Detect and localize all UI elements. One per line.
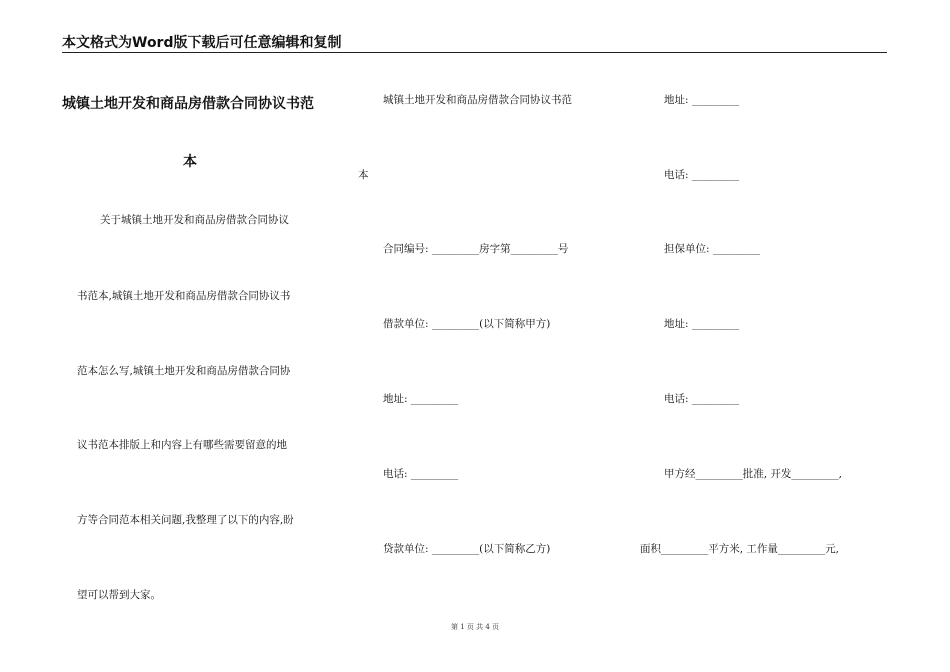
- banner-divider: [62, 52, 887, 53]
- borrower-phone-line: 电话: _________: [383, 468, 459, 480]
- doc-title-line-1: 城镇土地开发和商品房借款合同协议书范: [62, 96, 314, 112]
- contract-number-line: 合同编号: _________房字第_________号: [383, 243, 569, 255]
- middle-title-line: 城镇土地开发和商品房借款合同协议书范: [383, 94, 572, 106]
- doc-title-line-2: 本: [183, 154, 197, 170]
- borrower-address-line: 地址: _________: [383, 393, 459, 405]
- clause-approval-line: 甲方经_________批准, 开发_________,: [664, 468, 843, 480]
- intro-paragraph-line: 方等合同范本相关问题,我整理了以下的内容,盼: [77, 514, 294, 526]
- intro-paragraph-line: 书范本,城镇土地开发和商品房借款合同协议书: [77, 290, 291, 302]
- clause-area-line: 面积_________平方米, 工作量_________元,: [640, 543, 840, 555]
- intro-paragraph-line: 关于城镇土地开发和商品房借款合同协议: [100, 214, 289, 226]
- lender-phone-line: 电话: _________: [664, 169, 740, 181]
- guarantor-line: 担保单位: _________: [664, 243, 761, 255]
- lender-address-line: 地址: _________: [664, 94, 740, 106]
- middle-title-line: 本: [358, 169, 369, 181]
- guarantor-address-line: 地址: _________: [664, 318, 740, 330]
- lender-line: 贷款单位: _________(以下简称乙方): [383, 543, 551, 555]
- intro-paragraph-line: 望可以帮到大家。: [77, 589, 161, 601]
- intro-paragraph-line: 范本怎么写,城镇土地开发和商品房借款合同协: [77, 365, 291, 377]
- borrower-line: 借款单位: _________(以下简称甲方): [383, 318, 551, 330]
- document-banner: 本文格式为Word版下载后可任意编辑和复制: [62, 35, 342, 51]
- guarantor-phone-line: 电话: _________: [664, 393, 740, 405]
- intro-paragraph-line: 议书范本排版上和内容上有哪些需要留意的地: [77, 439, 287, 451]
- page-number: 第 1 页 共 4 页: [450, 623, 500, 631]
